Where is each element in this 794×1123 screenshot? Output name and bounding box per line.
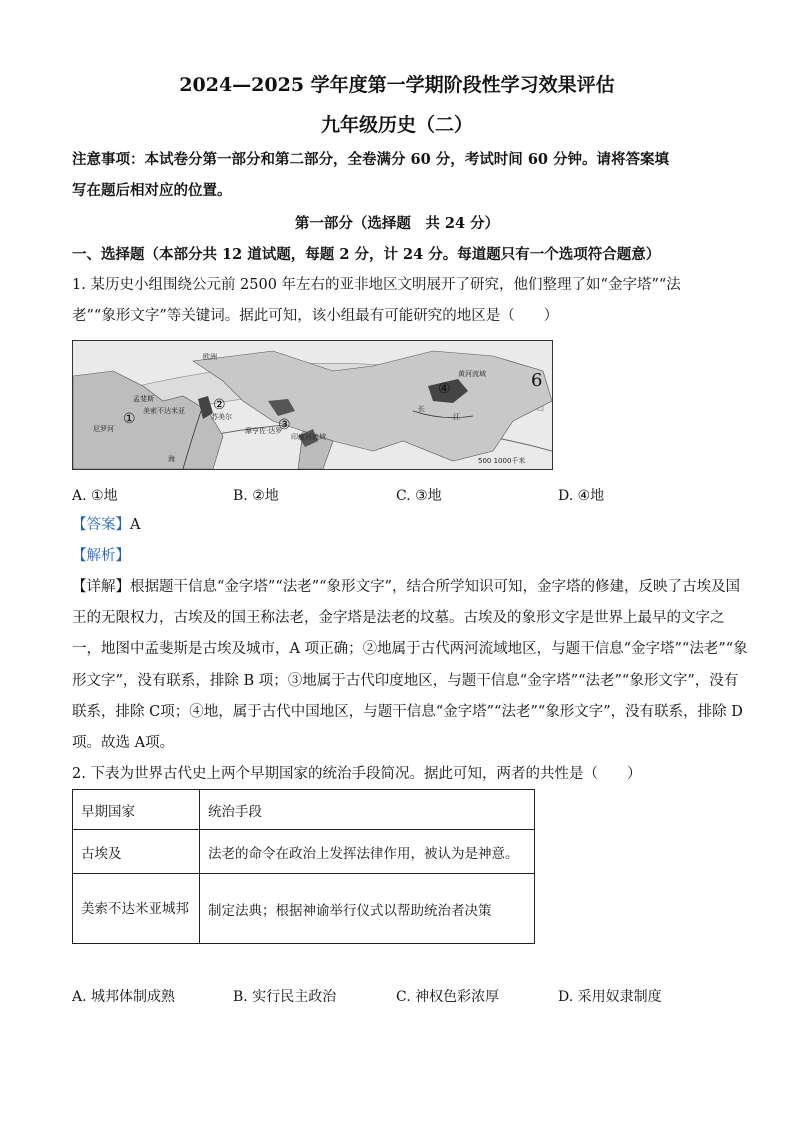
table-header-row [73,790,535,830]
map-marker-4: ④ [438,381,451,397]
q2-stem: 2. 下表为世界古代史上两个早期国家的统治手段简况。据此可知，两者的共性是（ ） [72,766,642,782]
q1-option-c[interactable]: C. ③地 [396,488,442,504]
map-label-memphis: 孟斐斯 [133,395,154,403]
page-subtitle: 九年级历史（二） [320,114,473,136]
ancient-civilizations-map-image [73,341,552,469]
detail-line-2: 王的无限权力，古埃及的国王称法老，金字塔是法老的坟墓。古埃及的象形文字是世界上最早的文字之 [72,610,725,626]
table-header-means: 统治手段 [200,790,535,830]
map-label-sumer: 苏美尔 [211,413,232,421]
map-label-nile: 尼罗河 [93,425,114,433]
q1-option-d[interactable]: D. ④地 [558,488,605,504]
map-marker-2: ② [213,397,226,413]
page-title: 2024—2025 学年度第一学期阶段性学习效果评估 [179,74,615,96]
map-label-europe: 欧洲 [203,353,217,361]
section-heading: 一、选择题（本部分共 12 道试题，每题 2 分，计 24 分。每道题只有一个选项符合题意） [72,246,661,263]
q1-option-a[interactable]: A. ①地 [72,488,118,504]
notice-line-1: 注意事项：本试卷分第一部分和第二部分，全卷满分 60 分，考试时间 60 分钟。请将答案填 [72,151,670,168]
table-cell-country: 古埃及 [73,830,200,874]
q2-option-d[interactable]: D. 采用奴隶制度 [558,989,662,1005]
table-header-country: 早期国家 [73,790,200,830]
map-label-sea: 海 [168,455,175,463]
q1-stem-line-1: 1. 某历史小组围绕公元前 2500 年左右的亚非地区文明展开了研究，他们整理了如“金字塔”“法 [72,277,681,293]
q1-answer-row [72,515,140,535]
q1-map [72,340,553,470]
map-label-meso: 美索不达米亚 [143,407,185,415]
map-label-mohenjo: 摩亨佐·达罗 [245,427,283,435]
part1-heading: 第一部分（选择题 共 24 分） [294,215,500,232]
map-label-yellow: 黄河流域 [458,370,486,378]
map-label-indus: 印度河流域 [291,433,326,441]
map-corner-mark: 6 [531,370,543,391]
q2-table [72,789,535,944]
detail-line-6: 项。故选 A项。 [72,735,175,751]
table-row [73,874,535,944]
map-label-chang: 长 [418,405,425,413]
map-marker-1: ① [123,411,136,427]
q1-stem-line-2: 老”“象形文字”等关键词。据此可知，该小组最有可能研究的地区是（ ） [72,308,559,324]
q1-option-b[interactable]: B. ②地 [233,488,279,504]
answer-label: 【答案】 [72,517,130,533]
map-scale: 500 1000千米 [478,457,526,465]
table-cell-means: 法老的命令在政治上发挥法律作用，被认为是神意。 [200,830,535,874]
table-cell-means: 制定法典；根据神谕举行仪式以帮助统治者决策 [200,874,535,944]
q2-option-b[interactable]: B. 实行民主政治 [233,989,337,1005]
q2-option-c[interactable]: C. 神权色彩浓厚 [396,989,500,1005]
table-cell-country: 美索不达米亚城邦 [73,874,200,944]
table-row [73,830,535,874]
map-label-jiang: 江 [453,413,460,421]
detail-line-5: 联系，排除 C项；④地，属于古代中国地区，与题干信息“金字塔”“法老”“象形文字”，没有联系，排除 D [72,704,743,720]
q2-option-a[interactable]: A. 城邦体制成熟 [72,989,176,1005]
analysis-label: 【解析】 [72,548,130,564]
detail-line-4: 形文字”，没有联系，排除 B 项；③地属于古代印度地区，与题干信息“金字塔”“法老”“象形文字”，没有 [72,673,739,689]
answer-value: A [130,517,141,533]
map-marker-3: ③ [278,417,291,433]
notice-line-2: 写在题后相对应的位置。 [72,182,232,199]
detail-line-1: 【详解】根据题干信息“金字塔”“法老”“象形文字”，结合所学知识可知，金字塔的修建，反映了古埃及国 [72,579,740,595]
detail-line-3: 一，地图中孟斐斯是古埃及城市，A 项正确；②地属于古代两河流域地区，与题干信息“金字塔”“法老”“象 [72,641,748,657]
